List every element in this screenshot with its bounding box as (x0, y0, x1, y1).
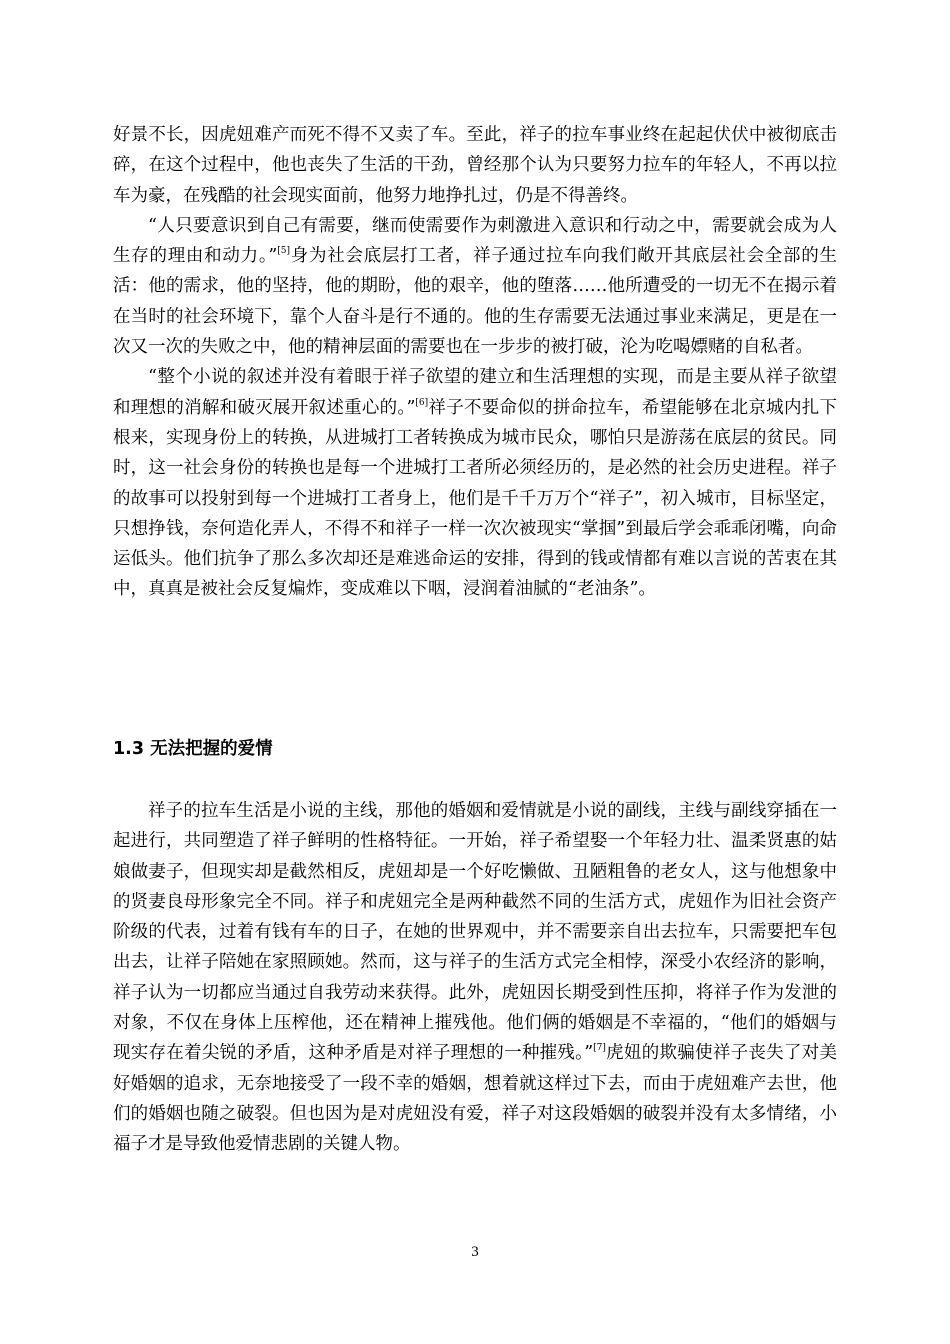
page-number: 3 (471, 1244, 479, 1260)
citation-7: [7] (593, 1043, 606, 1054)
paragraph-2-quote: “人只要意识到自己有需要，继而使需要作为刺激进入意识和行动之中，需要就会成为人生存的理由和动力。” (113, 215, 837, 267)
paragraph-2-body: 身为社会底层打工者，祥子通过拉车向我们敞开其底层社会全部的生活：他的需求，他的坚持，他的期盼，他的艰辛，他的堕落……他所遭受的一切无不在揭示着在当时的社会环境下，靠个人奋斗是行不通的。他的生存需要无法通过事业来满足，更是在一次又一次的失败之中，他的精神层面的需要也在一步步的被打破，沦为吃喝嫖赌的自私者。 (113, 246, 838, 358)
paragraph-3-quote: “整个小说的叙述并没有着眼于祥子欲望的建立和生活理想的实现，而是主要从祥子欲望和理想的消解和破灭展开叙述重心的。” (113, 367, 837, 418)
paragraph-3 (113, 362, 837, 604)
paragraph-4-body: 祥子的拉车生活是小说的主线，那他的婚姻和爱情就是小说的副线，主线与副线穿插在一起进行，共同塑造了祥子鲜明的性格特征。一开始，祥子希望娶一个年轻力壮、温柔贤惠的姑娘做妻子，但现实却是截然相反，虎妞却是一个好吃懒做、丑陋粗鲁的老女人，这与他想象中的贤妻良母形象完全不同。祥子和虎妞完全是两种截然不同的生活方式，虎妞作为旧社会资产阶级的代表，过着有钱有车的日子，在她的世界观中，并不需要亲自出去拉车，只需要把车包出去，让祥子陪她在家照顾她。然而，这与祥子的生活方式完全相悖，深受小农经济的影响，祥子认为一切都应当通过自我劳动来获得。此外，虎妞因长期受到性压抑，将祥子作为发泄的对象，不仅在身体上压榨他，还在精神上摧残他。他们俩的婚姻是不幸福的，“他们的婚姻与现实存在着尖锐的矛盾，这种矛盾是对祥子理想的一种摧残。” (113, 801, 837, 1064)
body-text-section (113, 796, 837, 1160)
paragraph-1: 好景不长，因虎妞难产而死不得不又卖了车。至此，祥子的拉车事业终在起起伏伏中被彻底击碎，在这个过程中，他也丧失了生活的干劲，曾经那个认为只要努力拉车的年轻人，不再以拉车为豪，在残酷的社会现实面前，他努力地挣扎过，仍是不得善终。 (113, 125, 837, 206)
paragraph-4 (113, 796, 837, 1160)
citation-5: [5] (277, 246, 291, 257)
citation-6: [6] (415, 397, 429, 408)
paragraph-4-tail: 虎妞的欺骗使祥子丧失了对美好婚姻的追求，无奈地接受了一段不幸的婚姻，想着就这样过下去，而由于虎妞难产去世，他们的婚姻也随之破裂。但也因为是对虎妞没有爱，祥子对这段婚姻的破裂并没有太多情绪，小福子才是导致他爱情悲剧的关键人物。 (113, 1043, 837, 1155)
body-text-top (113, 120, 837, 605)
paragraph-3-body: 祥子不要命似的拼命拉车，希望能够在北京城内扎下根来，实现身份上的转换，从进城打工者转换成为城市民众，哪怕只是游荡在底层的贫民。同时，这一社会身份的转换也是每一个进城打工者所必须经历的，是必然的社会历史进程。祥子的故事可以投射到每一个进城打工者身上，他们是千千万万个“祥子”，初入城市，目标坚定，只想挣钱，奈何造化弄人，不得不和祥子一样一次次被现实“掌掴”到最后学会乖乖闭嘴，向命运低头。他们抗争了那么多次却还是难逃命运的安排，得到的钱或情都有难以言说的苦衷在其中，真真是被社会反复煸炸，变成难以下咽，浸润着油腻的“老油条”。 (113, 397, 837, 600)
paragraph-2 (113, 211, 837, 362)
section-heading: 1.3 无法把握的爱情 (113, 739, 273, 759)
